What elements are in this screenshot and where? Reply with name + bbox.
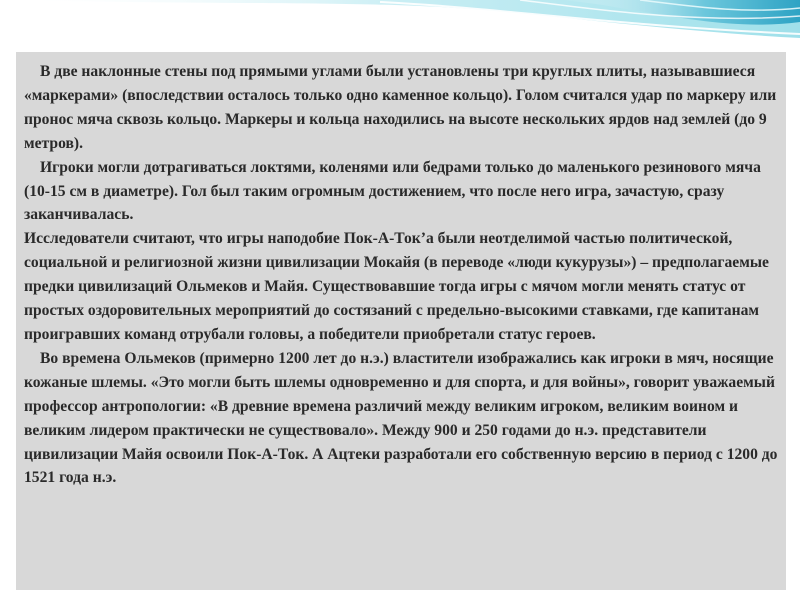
paragraph-researchers: Исследователи считают, что игры наподобие Пок-А-Ток’а были неотделимой частью политической, социальной и религиозной жизни цивилизации Мокайя (в переводе «люди кукурузы») – предполагаемые предки цивилизаций Ольмеков и Майя. Существовавшие тогда игры с мячом могли менять статус от простых оздоровительных мероприятий до состязаний с предельно-высокими ставками, где капитанам проигравших команд отрубали головы, а победители приобретали статус героев. (24, 230, 769, 343)
paragraph-markers: В две наклонные стены под прямыми углами были установлены три круглых плиты, называвшиеся «маркерами» (впоследствии осталось только одно каменное кольцо). Голом считался удар по маркеру или пронос мяча сквозь кольцо. Маркеры и кольца находились на высоте нескольких ярдов над землей (до 9 метров). (24, 63, 777, 152)
wave-light (0, 0, 800, 38)
text-panel (16, 52, 786, 590)
wave-line-3 (640, 0, 800, 10)
wave-line-2 (520, 0, 800, 18)
wave-dark (560, 0, 800, 25)
paragraph-players: Игроки могли дотрагиваться локтями, коленями или бедрами только до маленького резинового мяча (10-15 см в диаметре). Гол был таким огромным достижением, что после него игра, зачастую, сразу заканчивалась. (24, 158, 761, 224)
wave-line-1 (380, 2, 800, 34)
paragraph-olmecs: Во времена Ольмеков (примерно 1200 лет до н.э.) властители изображались как игроки в мяч, носящие кожаные шлемы. «Это могли быть шлемы одновременно и для спорта, и для войны», говорит уважаемый профессор антропологии: «В древние времена различий между великим игроком, великим воином и великим лидером практически не существовало». Между 900 и 250 годами до н.э. представители цивилизации Майя освоили Пок-А-Ток. А Ацтеки разработали его собственную версию в период с 1200 до 1521 года н.э. (24, 349, 778, 487)
